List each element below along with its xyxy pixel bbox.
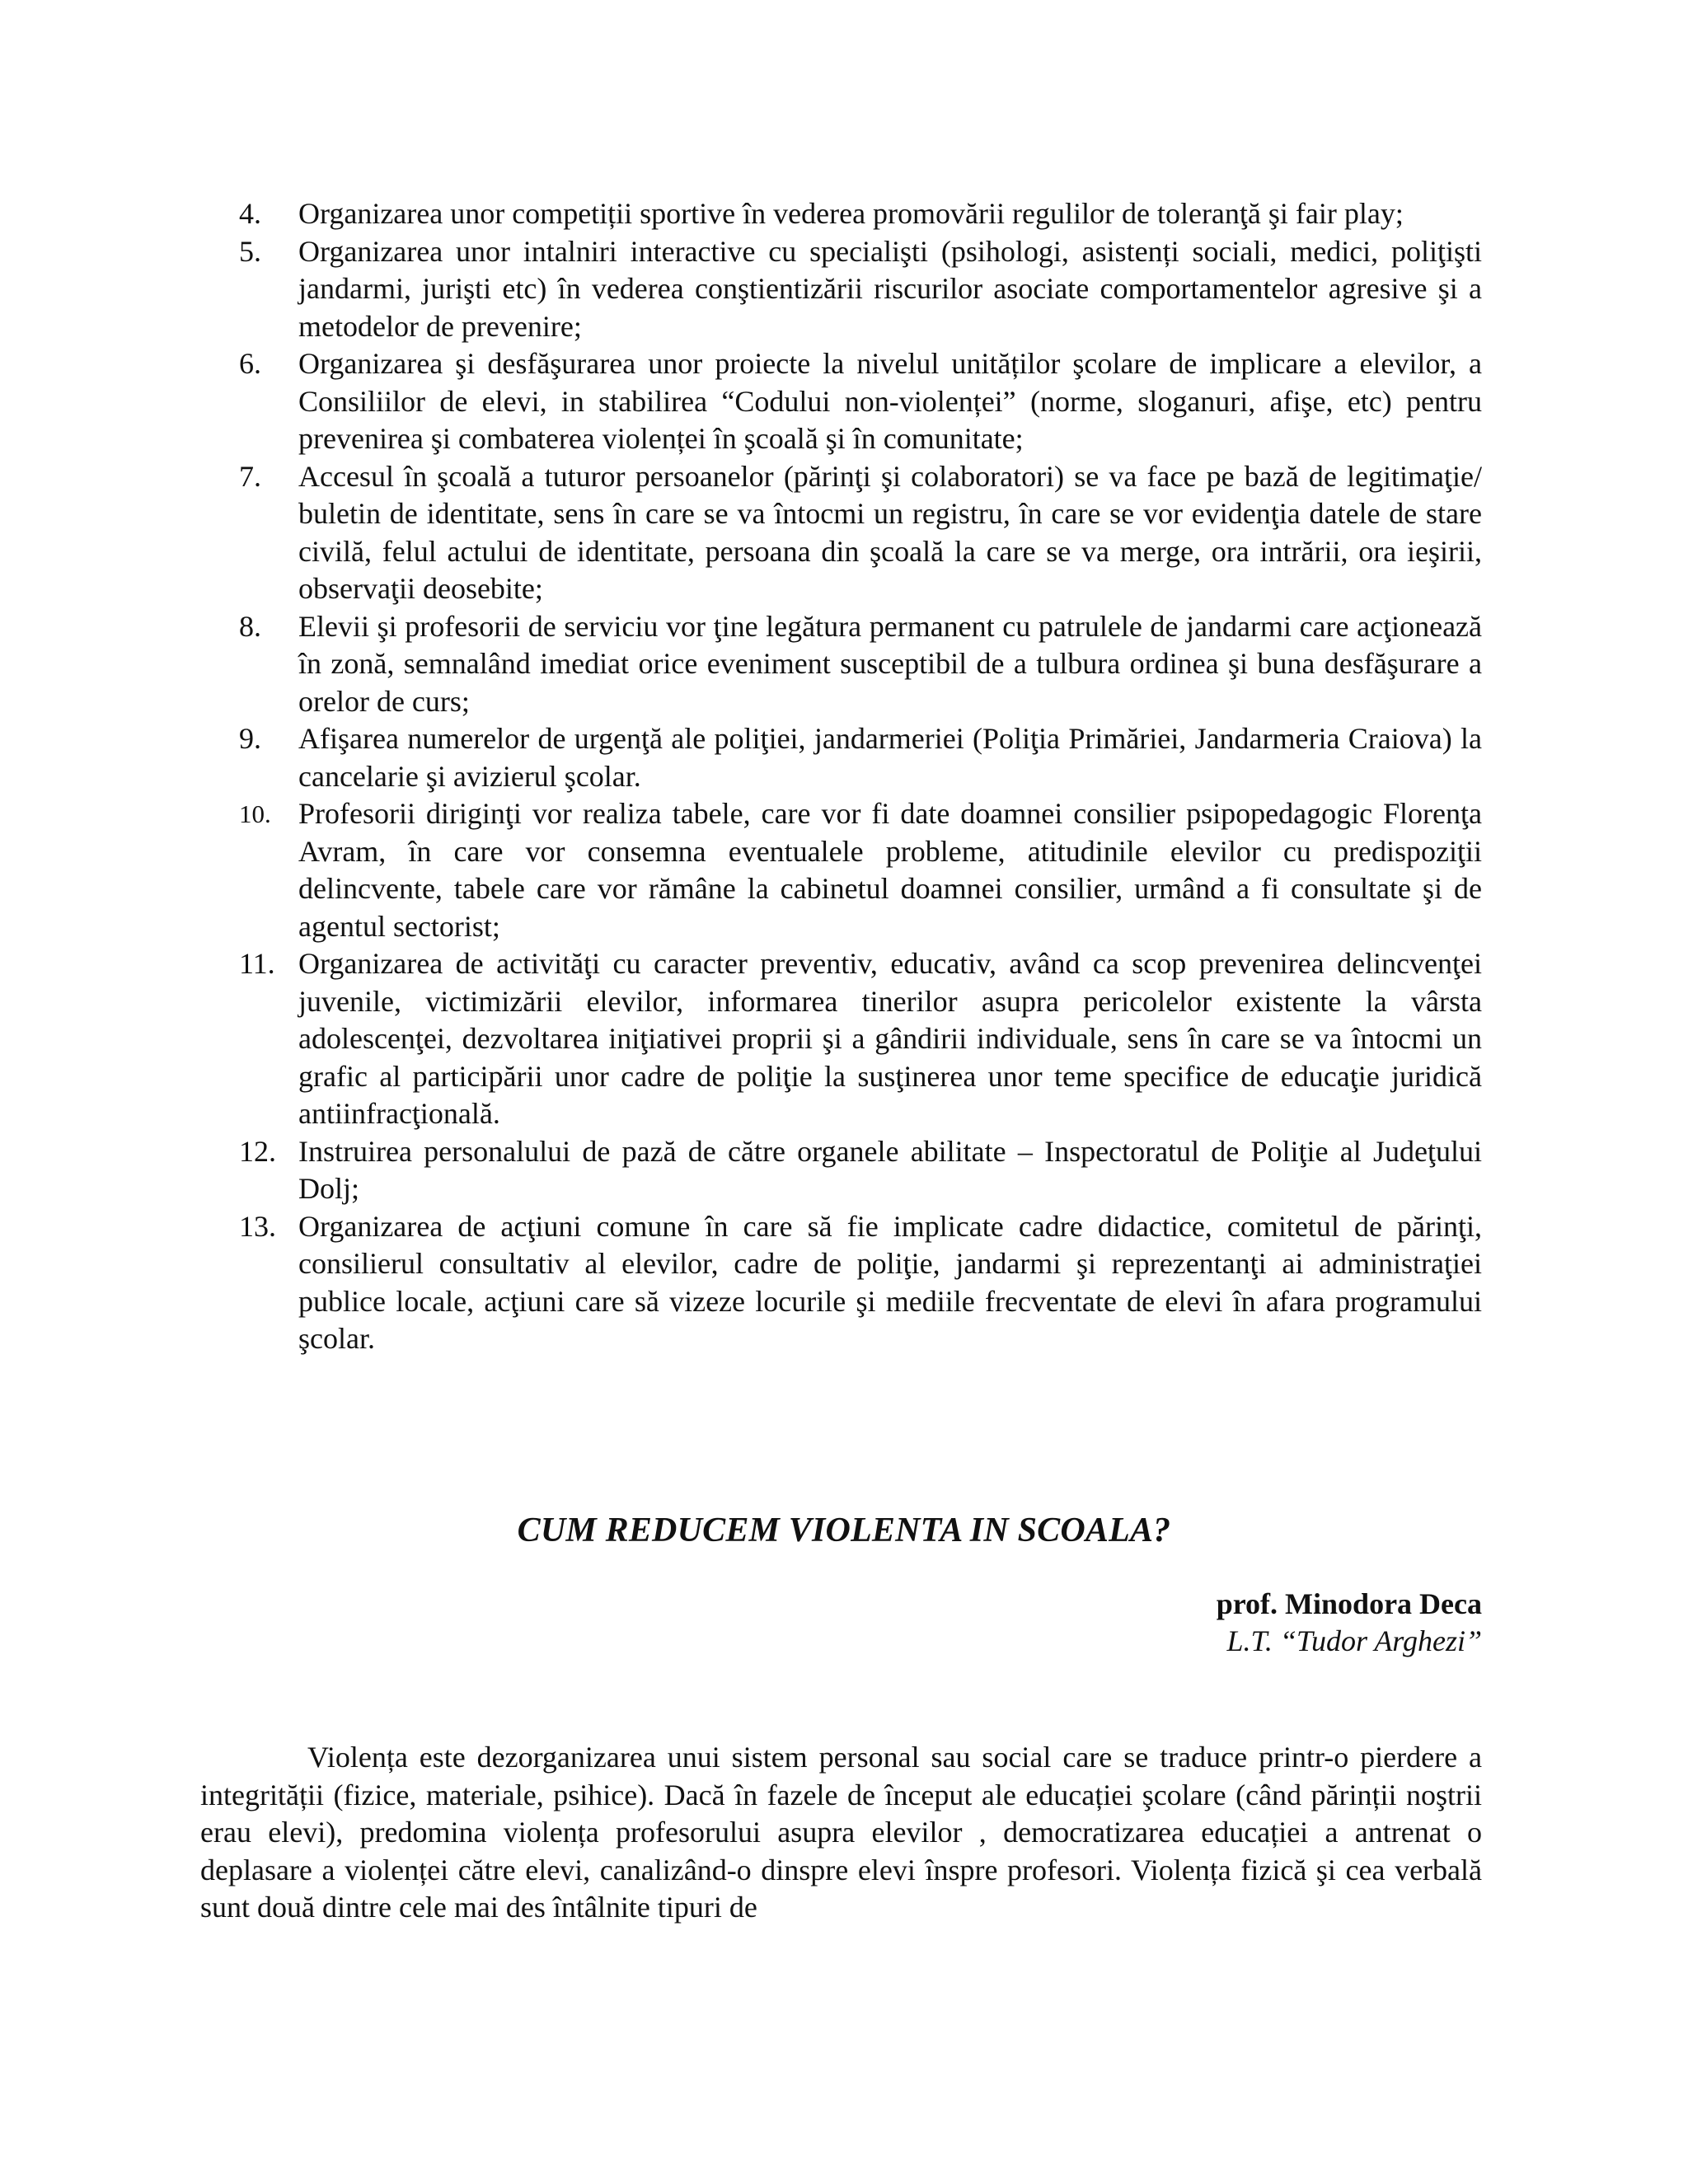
list-item-text: Accesul în şcoală a tuturor persoanelor (părinţi şi colaboratori) se va face pe bază de legitimaţie/ buletin de identitate, sens în care se va întocmi un registru, în care se vor evidenţia datele de stare civilă, felul actului de identitate, persoana din şcoală la care se va merge, ora intrării, ora ieşirii, observaţii deosebite; <box>298 459 1482 605</box>
list-item-text: Organizarea unor intalniri interactive cu specialişti (psihologi, asistenți sociali, medici, poliţişti jandarmi, jurişti etc) în vederea conştientizării riscurilor asociate comportamentelor agresive şi a metodelor de prevenire; <box>298 234 1482 343</box>
list-item-text: Organizarea de activităţi cu caracter preventiv, educativ, având ca scop prevenirea delincvenţei juvenile, victimizării elevilor, informarea tinerilor asupra pericolelor existente la vârsta adolescenţei, dezvoltarea iniţiativei proprii şi a gândirii individuale, sens în care se va întocmi un grafic al participării unor cadre de poliţie la susţinerea unor teme specifice de educaţie juridică antiinfracţională. <box>298 947 1482 1130</box>
list-item <box>239 1133 1482 1208</box>
article-title: CUM REDUCEM VIOLENTA IN SCOALA? <box>517 1511 1171 1549</box>
list-item-number: 5. <box>239 234 261 268</box>
list-item-number: 8. <box>239 609 261 643</box>
list-item-number: 6. <box>239 347 261 380</box>
list-item <box>239 1208 1482 1358</box>
list-item-number: 7. <box>239 459 261 493</box>
list-item-text: Organizarea şi desfăşurarea unor proiecte la nivelul unităților şcolare de implicare a elevilor, a Consiliilor de elevi, in stabilirea “Codului non-violenței” (norme, sloganuri, afişe, etc) pentru prevenirea şi combaterea violenței în şcoală şi în comunitate; <box>298 347 1482 455</box>
list-item <box>239 233 1482 346</box>
list-item <box>239 345 1482 458</box>
list-item-text: Elevii şi profesorii de serviciu vor ţine legătura permanent cu patrulele de jandarmi care acţionează în zonă, semnalând imediat orice eveniment susceptibil de a tulbura ordinea şi buna desfăşurare a orelor de curs; <box>298 609 1482 718</box>
list-item-number: 4. <box>239 197 261 230</box>
author-school: L.T. “Tudor Arghezi” <box>1226 1624 1482 1657</box>
list-item-text: Profesorii diriginţi vor realiza tabele, care vor fi date doamnei consilier psipopedagogic Florenţa Avram, în care vor consemna eventualele probleme, atitudinile elevilor cu predispoziţii delincvente, tabele care vor rămâne la cabinetul doamnei consilier, urmând a fi consultate şi de agentul sectorist; <box>298 797 1482 943</box>
list-item-text: Instruirea personalului de pază de către organele abilitate – Inspectoratul de Poliţie al Judeţului Dolj; <box>298 1134 1482 1205</box>
list-item <box>239 608 1482 721</box>
list-item-number: 9. <box>239 722 261 755</box>
list-item <box>239 720 1482 795</box>
author-block <box>1217 1586 1482 1660</box>
measures-list <box>239 195 1482 1358</box>
list-item <box>239 195 1482 233</box>
article-paragraph: Violența este dezorganizarea unui sistem personal sau social care se traduce printr-o pierdere a integrității (fizice, materiale, psihice). Dacă în fazele de început ale educației şcolare (când părinții noştrii erau elevi), predomina violența profesorului asupra elevilor , democratizarea educației a antrenat o deplasare a violenței către elevi, canalizând-o dinspre elevi înspre profesori. Violența fizică şi cea verbală sunt două dintre cele mai des întâlnite tipuri de <box>200 1741 1482 1924</box>
list-item <box>239 458 1482 608</box>
list-item-number: 13. <box>239 1209 276 1243</box>
list-item <box>239 945 1482 1133</box>
list-item-number: 12. <box>239 1134 276 1168</box>
list-item <box>239 795 1482 945</box>
list-item-number: 11. <box>239 947 275 980</box>
list-item-text: Afişarea numerelor de urgenţă ale poliţiei, jandarmeriei (Poliţia Primăriei, Jandarmeria Craiova) la cancelarie şi avizierul şcolar. <box>298 722 1482 793</box>
list-item-text: Organizarea unor competiții sportive în vederea promovării regulilor de toleranţă şi fair play; <box>298 197 1404 230</box>
author-name: prof. Minodora Deca <box>1216 1587 1482 1620</box>
list-item-text: Organizarea de acţiuni comune în care să fie implicate cadre didactice, comitetul de părinţi, consilierul consultativ al elevilor, cadre de poliţie, jandarmi şi reprezentanţi ai administraţiei publice locale, acţiuni care să vizeze locurile şi mediile frecventate de elevi în afara programului şcolar. <box>298 1209 1482 1355</box>
list-item-number: 10. <box>239 799 271 828</box>
